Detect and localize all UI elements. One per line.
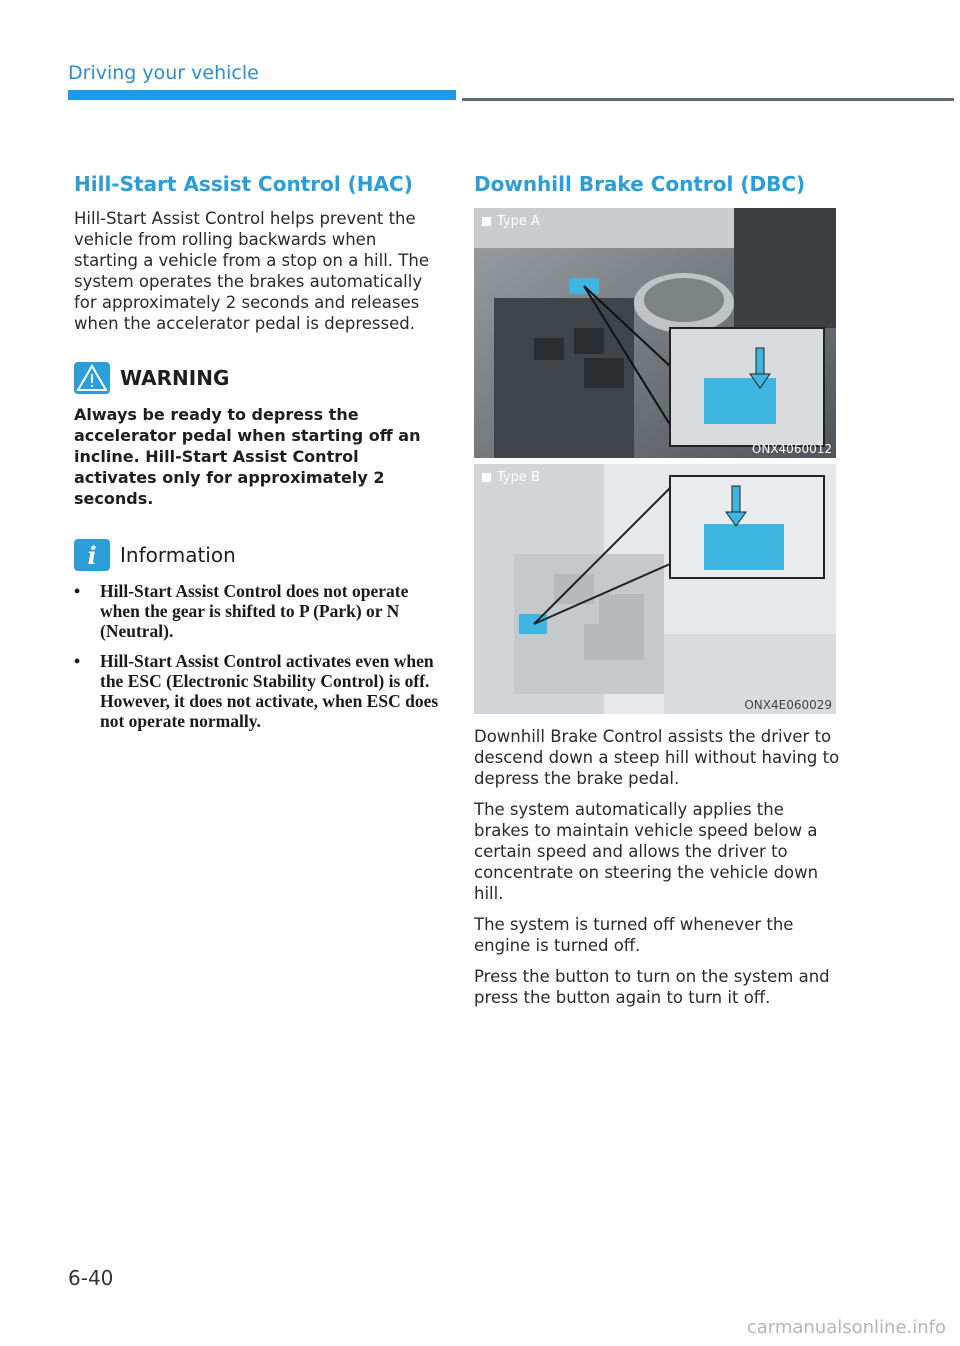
header-bar-blue [68,90,456,100]
list-item: • Hill-Start Assist Control activates even when the ESC (Electronic Stability Control) is off. However, it does not activate, when ESC does not operate normally. [74,651,444,731]
warning-header [74,362,444,394]
list-item: • Hill-Start Assist Control does not operate when the gear is shifted to P (Park) or N (Neutral). [74,581,444,641]
figure-code: ONX4060012 [751,442,832,456]
information-icon: i [74,539,110,571]
warning-icon [74,362,110,394]
figure-label: Type A [482,214,540,229]
console-illustration-a [474,208,836,458]
hac-title: Hill-Start Assist Control (HAC) [74,172,413,196]
dbc-paragraph: The system is turned off whenever the engine is turned off. [474,915,794,955]
right-column [474,172,844,1018]
dbc-text [474,726,844,1008]
square-bullet-icon [482,217,491,226]
left-column [74,172,444,741]
square-bullet-icon [482,473,491,482]
watermark: carmanualsonline.info [746,1317,946,1338]
hac-body: Hill-Start Assist Control helps prevent the vehicle from rolling backwards when starting a vehicle from a stop on a hill. The system operates the brakes automatically for approximately 2 seconds and releases when the accelerator pedal is depressed. [74,209,429,333]
console-illustration-b [474,464,836,714]
information-title: Information [120,543,236,567]
dbc-paragraph: The system automatically applies the brakes to maintain vehicle speed below a certain speed and allows the driver to concentrate on steering the vehicle down hill. [474,800,819,903]
figure-type-a [474,208,836,458]
warning-title: WARNING [120,366,230,390]
dbc-paragraph: Press the button to turn on the system and press the button again to turn it off. [474,967,830,1007]
information-header [74,539,444,571]
information-list [74,581,444,731]
figure-label: Type B [482,470,540,485]
dbc-paragraph: Downhill Brake Control assists the driver to descend down a steep hill without having to depress the brake pedal. [474,727,840,788]
warning-text: Always be ready to depress the accelerator pedal when starting off an incline. Hill-Start Assist Control activates only for approximately 2 seconds. [74,405,421,508]
dbc-title: Downhill Brake Control (DBC) [474,172,806,196]
header-bar-gray [462,98,954,101]
figure-code: ONX4E060029 [744,698,832,712]
section-title: Driving your vehicle [68,62,259,84]
figure-type-b [474,464,836,714]
page-number: 6-40 [68,1266,114,1290]
